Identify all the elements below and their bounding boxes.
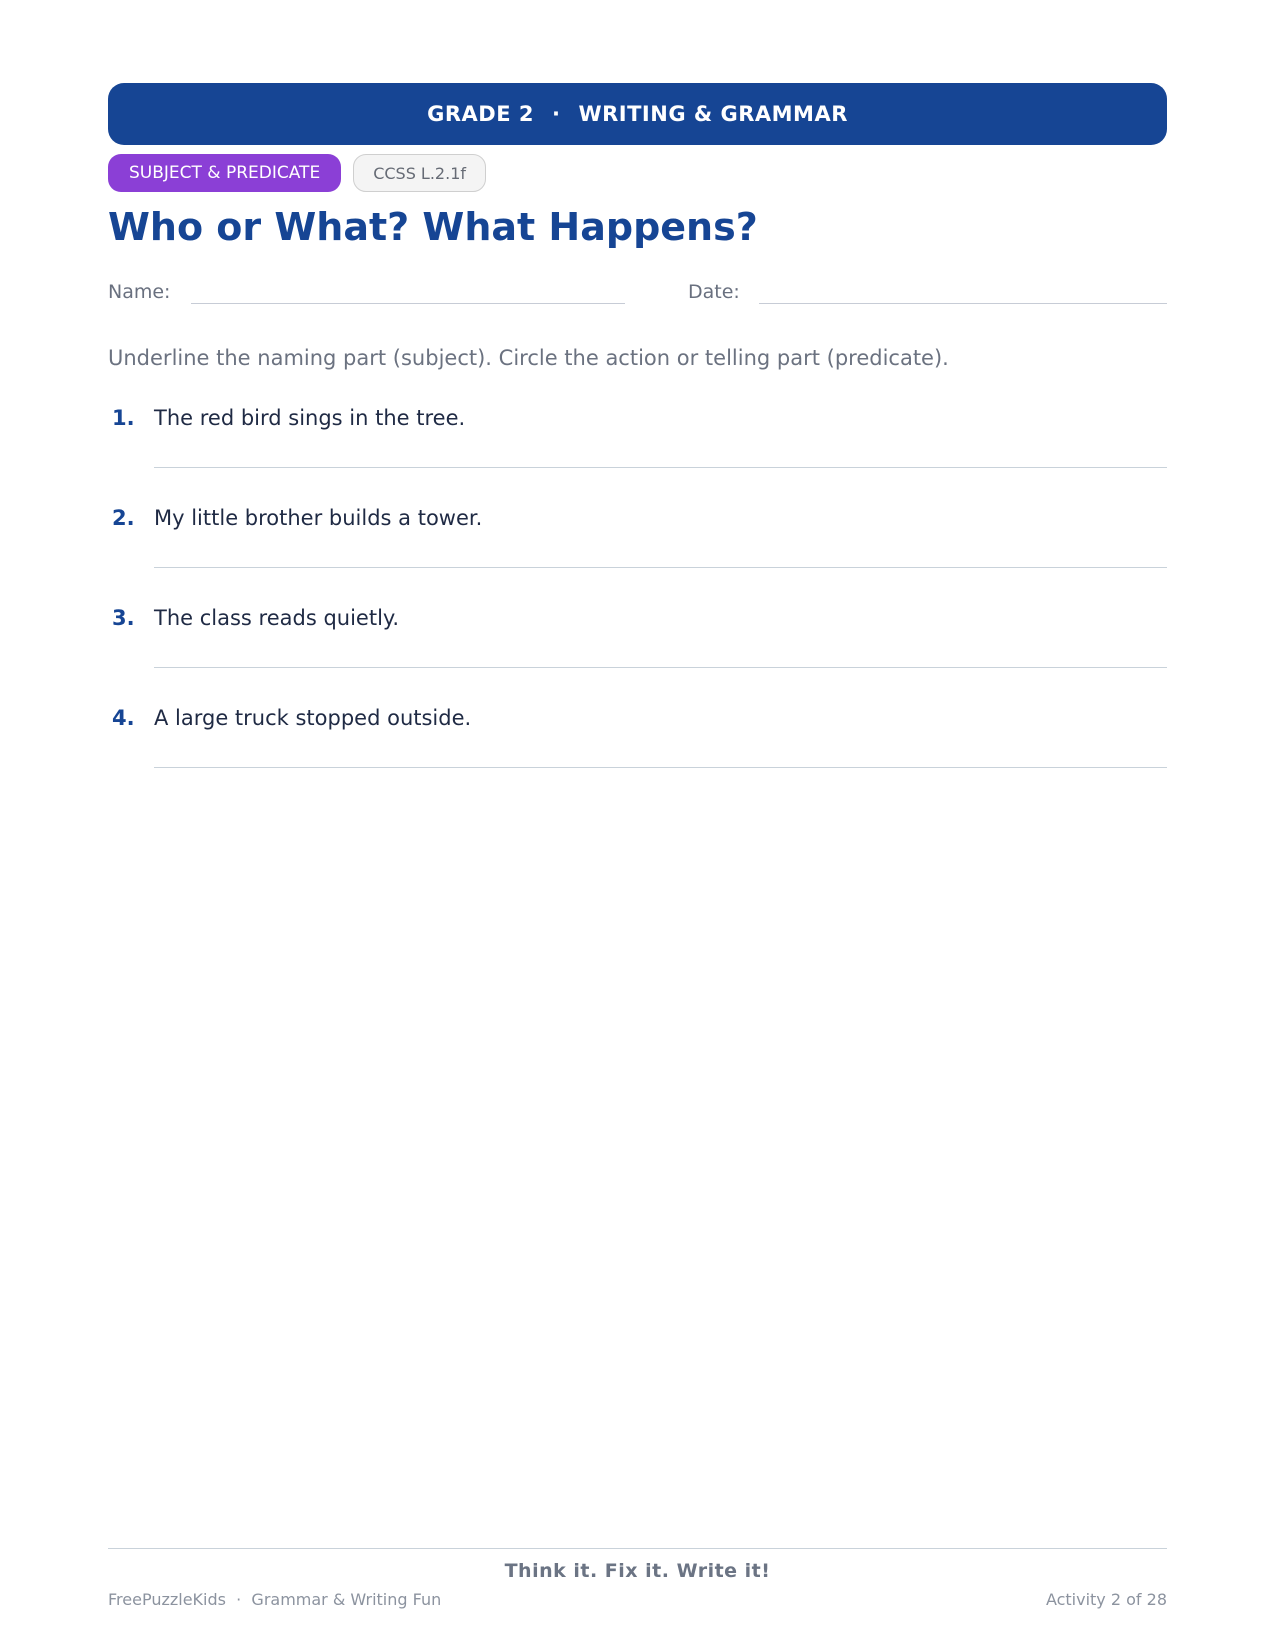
item-sentence: The class reads quietly. [154,606,400,630]
exercise-item [108,706,1167,786]
series-name: Grammar & Writing Fun [251,1590,442,1609]
page-info: Activity 2 of 28 [1045,1590,1167,1609]
exercise-item [108,406,1167,486]
answer-line[interactable] [154,667,1167,668]
item-number: 1. [112,406,135,430]
answer-line[interactable] [154,767,1167,768]
brand-name: FreePuzzleKids [108,1590,226,1609]
topic-tag: SUBJECT & PREDICATE [108,154,341,192]
exercise-item [108,606,1167,686]
standard-tag: CCSS L.2.1f [353,154,486,192]
worksheet-title: Who or What? What Happens? [108,205,758,249]
item-sentence: A large truck stopped outside. [154,706,472,730]
footer-divider [108,1548,1167,1549]
date-label: Date: [688,281,740,303]
answer-line[interactable] [154,567,1167,568]
answer-line[interactable] [154,467,1167,468]
item-number: 4. [112,706,135,730]
grade-label: GRADE 2 [427,102,534,126]
item-number: 2. [112,506,135,530]
instructions: Underline the naming part (subject). Circle the action or telling part (predicate). [108,346,949,370]
subject-label: WRITING & GRAMMAR [578,102,848,126]
footer-separator: · [236,1590,242,1609]
name-field[interactable] [191,303,625,304]
tag-row [108,154,486,192]
footer-slogan: Think it. Fix it. Write it! [504,1560,771,1582]
date-field[interactable] [759,303,1167,304]
item-sentence: My little brother builds a tower. [154,506,483,530]
header-separator: · [551,102,561,126]
name-label: Name: [108,281,171,303]
header-banner [108,83,1167,145]
footer-branding [108,1590,441,1609]
exercise-item [108,506,1167,586]
item-number: 3. [112,606,135,630]
item-sentence: The red bird sings in the tree. [154,406,466,430]
